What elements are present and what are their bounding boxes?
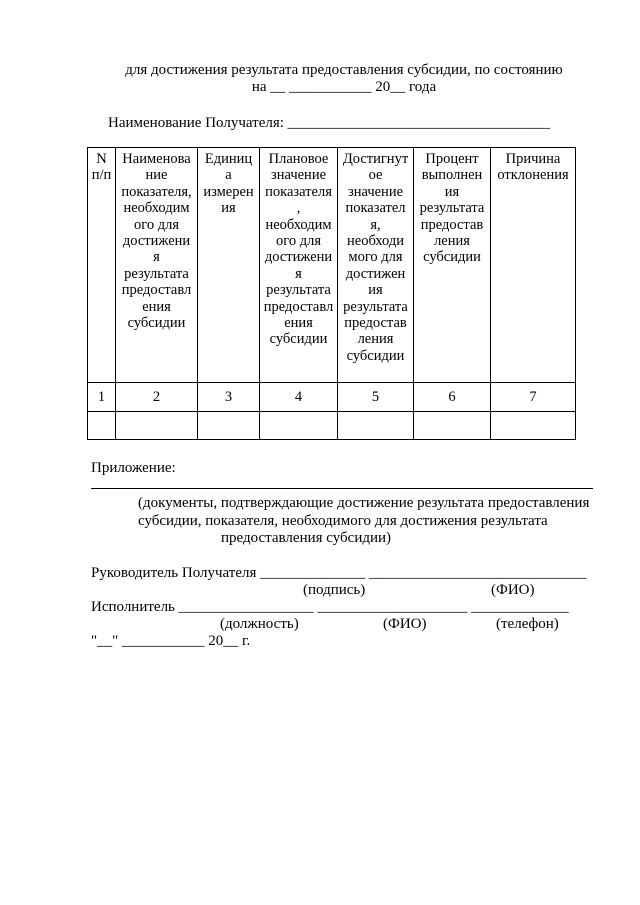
position-caption: (должность) [220,616,299,632]
appendix-note-line-3: предоставления субсидии) [221,530,392,546]
table-cell [198,412,260,440]
table-cell [116,412,198,440]
column-number-cell: 3 [198,383,260,412]
table-row-empty [88,412,576,440]
col-header-number: N п/п [88,148,116,383]
col-header-percent-completion: Процент выполнен ия результата предостав ления субсидии [414,148,491,383]
date-line: "__" ___________ 20__ г. [91,633,251,649]
title-line-2: на __ ___________ 20__ года [251,79,437,95]
table-cell [260,412,338,440]
appendix-note-line-2: субсидии, показателя, необходимого для достижения результата [138,513,548,529]
table-cell [414,412,491,440]
recipient-name-line: Наименование Получателя: ___________________________________ [108,115,551,131]
column-number-cell: 5 [338,383,414,412]
column-number-cell: 6 [414,383,491,412]
phone-caption: (телефон) [496,616,559,632]
column-number-cell: 4 [260,383,338,412]
column-number-cell: 2 [116,383,198,412]
col-header-planned-value: Плановое значение показателя , необходим ого для достижени я результата предоставл ения субсидии [260,148,338,383]
appendix-note-line-1: (документы, подтверждающие достижение результата предоставления [138,495,590,511]
results-table [87,147,576,440]
executor-fio-caption: (ФИО) [383,616,427,632]
table-cell [88,412,116,440]
col-header-unit: Единиц а измерен ия [198,148,260,383]
table-row-column-numbers [88,383,576,412]
col-header-achieved-value: Достигнут ое значение показател я, необходи мого для достижен ия результата предостав ления субсидии [338,148,414,383]
table-cell [491,412,576,440]
col-header-indicator-name: Наименова ние показателя, необходим ого для достижени я результата предоставл ения субсидии [116,148,198,383]
head-signature-line: Руководитель Получателя ______________ _____________________________ [91,565,587,581]
column-number-cell: 1 [88,383,116,412]
appendix-blank-line [91,488,593,489]
appendix-label: Приложение: [91,460,176,476]
signature-caption: (подпись) [303,582,366,598]
table-header-row [88,148,576,383]
column-number-cell: 7 [491,383,576,412]
table-cell [338,412,414,440]
col-header-deviation-reason: Причина отклонения [491,148,576,383]
executor-line: Исполнитель __________________ ____________________ _____________ [91,599,569,615]
title-line-1: для достижения результата предоставления субсидии, по состоянию [125,62,563,78]
fio-caption: (ФИО) [491,582,535,598]
